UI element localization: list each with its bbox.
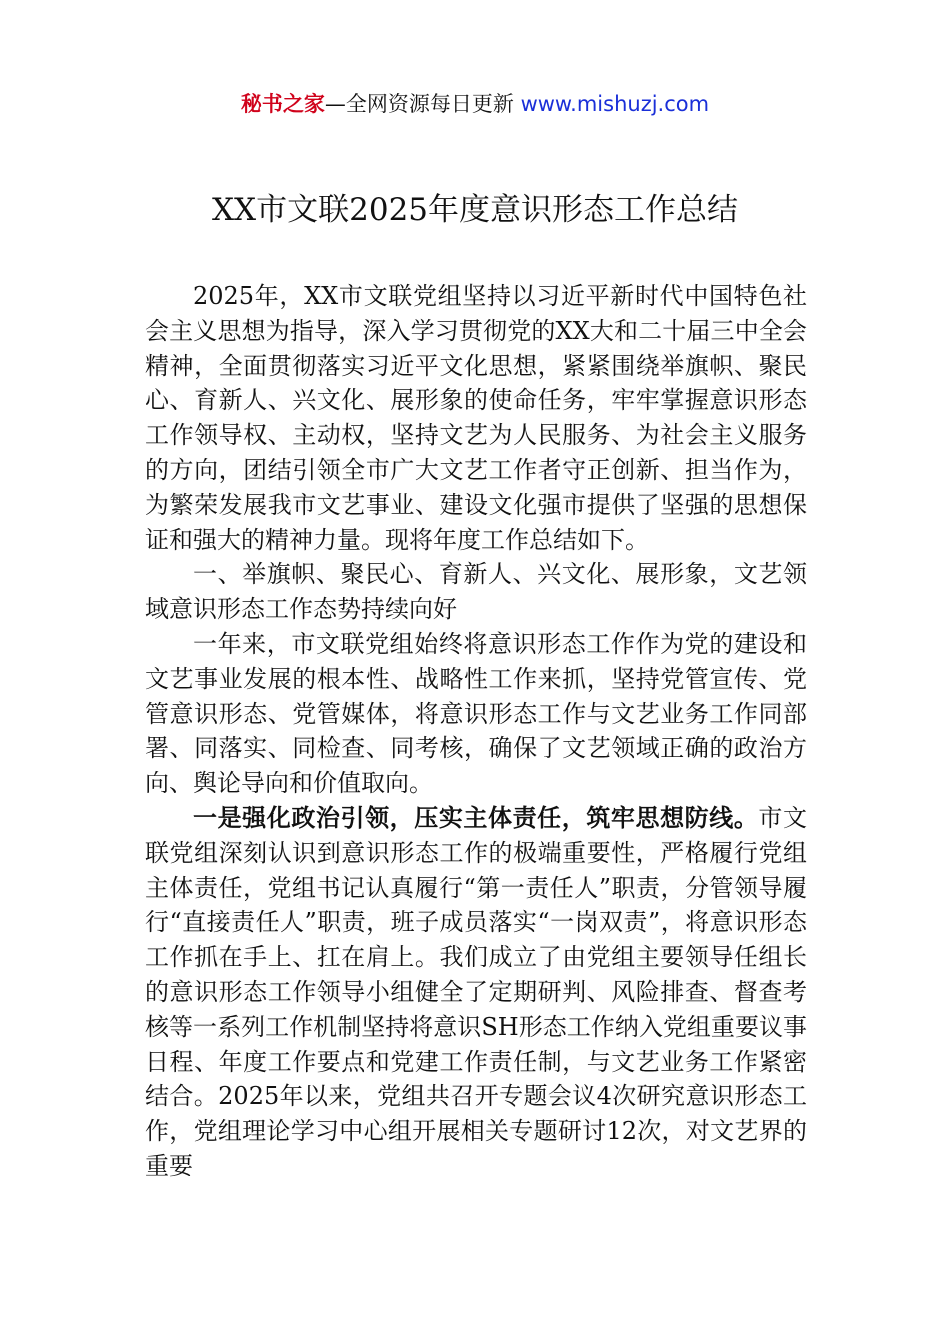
brand-name: 秘书之家 bbox=[240, 92, 325, 116]
section-intro-paragraph: 一年来，市文联党组始终将意识形态工作作为党的建设和文艺事业发展的根本性、战略性工作来抓，坚持党管宣传、党管意识形态、党管媒体，将意识形态工作与文艺业务工作同部署、同落实、同检查、同考核，确保了文艺领域正确的政治方向、舆论导向和价值取向。 bbox=[145, 629, 807, 798]
banner-tagline: —全网资源每日更新 bbox=[324, 92, 521, 116]
intro-paragraph: 2025年，XX市文联党组坚持以习近平新时代中国特色社会主义思想为指导，深入学习贯彻党的XX大和二十届三中全会精神，全面贯彻落实习近平文化思想，紧紧围绕举旗帜、聚民心、育新人、兴文化、展形象的使命任务，牢牢掌握意识形态工作领导权、主动权，坚持文艺为人民服务、为社会主义服务的方向，团结引领全市广大文艺工作者守正创新、担当作为，为繁荣发展我市文艺事业、建设文化强市提供了坚强的思想保证和强大的精神力量。现将年度工作总结如下。 bbox=[145, 282, 807, 554]
point-paragraph bbox=[145, 801, 807, 1184]
section-heading: 一、举旗帜、聚民心、育新人、兴文化、展形象，文艺领域意识形态工作态势持续向好 bbox=[145, 560, 807, 624]
point-lead-text: 一是强化政治引领，压实主体责任，筑牢思想防线。 bbox=[193, 802, 759, 832]
site-url-link[interactable]: www.mishuzj.com bbox=[520, 92, 710, 116]
document-body bbox=[145, 279, 807, 1184]
document-title: XX市文联2025年度意识形态工作总结 bbox=[211, 192, 739, 228]
point-body-text: 市文联党组深刻认识到意识形态工作的极端重要性，严格履行党组主体责任，党组书记认真履行“第一责任人”职责，分管领导履行“直接责任人”职责，班子成员落实“一岗双责”，将意识形态工作抓在手上、扛在肩上。我们成立了由党组主要领导任组长的意识形态工作领导小组健全了定期研判、风险排查、督查考核等一系列工作机制坚持将意识SH形态工作纳入党组重要议事日程、年度工作要点和党建工作责任制，与文艺业务工作紧密结合。2025年以来，党组共召开专题会议4次研究意识形态工作，党组理论学习中心组开展相关专题研讨12次，对文艺界的重要 bbox=[145, 803, 808, 1180]
site-banner bbox=[0, 88, 950, 120]
